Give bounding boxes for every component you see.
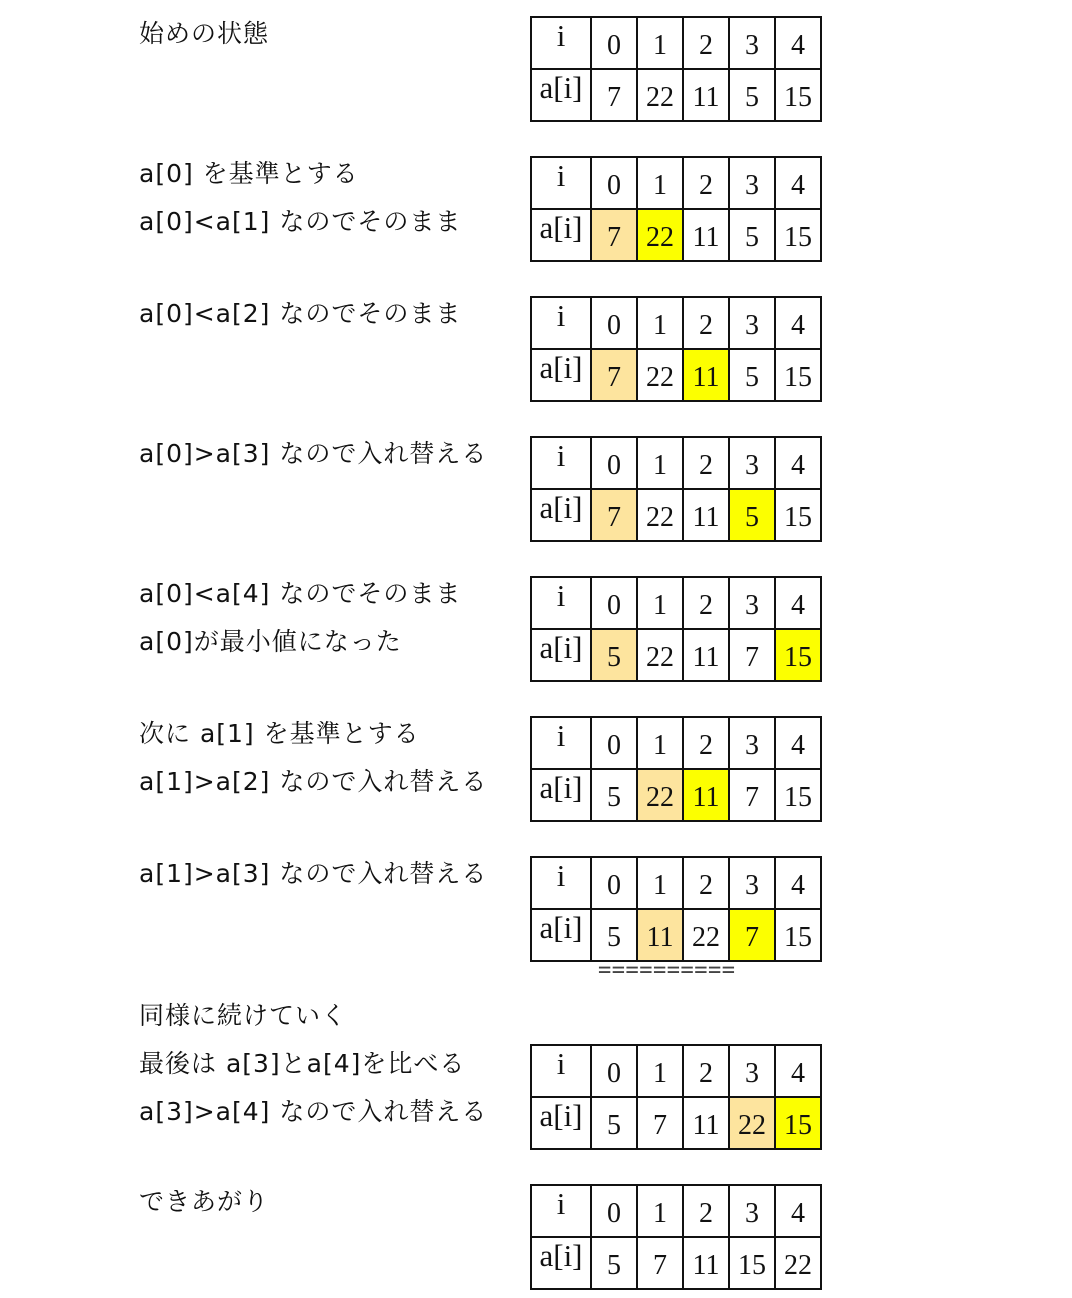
index-cell: 1 [637, 577, 683, 629]
caption-line: a[1]>a[3] なので入れ替える [139, 859, 488, 888]
index-cell: 1 [637, 297, 683, 349]
separator-line: ========== [598, 958, 736, 983]
value-cell: 7 [729, 769, 775, 821]
index-cell: 0 [591, 437, 637, 489]
value-row [531, 1237, 821, 1289]
caption-line: a[0]<a[1] なのでそのまま [139, 207, 462, 236]
caption-line: できあがり [139, 1187, 270, 1216]
caption-line: a[0]<a[2] なのでそのまま [139, 299, 462, 328]
step-caption [139, 992, 487, 1136]
value-cell: 11 [683, 629, 729, 681]
value-cell: 5 [591, 909, 637, 961]
value-cell: 5 [729, 69, 775, 121]
index-cell: 2 [683, 857, 729, 909]
caption-line: a[0] を基準とする [139, 159, 359, 188]
array-table [530, 576, 822, 682]
index-cell: 4 [775, 437, 821, 489]
index-cell: 4 [775, 577, 821, 629]
index-cell: 1 [637, 17, 683, 69]
index-row [531, 1185, 821, 1237]
value-cell: 11 [683, 1237, 729, 1289]
value-header: a[i] [531, 69, 591, 121]
index-cell: 0 [591, 157, 637, 209]
value-cell: 11 [683, 69, 729, 121]
caption-line: 同様に続けていく [139, 1001, 348, 1030]
value-header: a[i] [531, 349, 591, 401]
value-cell: 15 [775, 629, 821, 681]
step-caption [139, 430, 487, 478]
value-cell: 7 [637, 1097, 683, 1149]
index-cell: 2 [683, 437, 729, 489]
value-header: a[i] [531, 1097, 591, 1149]
array-table [530, 1044, 822, 1150]
index-cell: 3 [729, 717, 775, 769]
index-header: i [531, 577, 591, 629]
value-row [531, 909, 821, 961]
value-cell: 11 [683, 489, 729, 541]
caption-line: a[3]>a[4] なので入れ替える [139, 1097, 488, 1126]
value-header: a[i] [531, 909, 591, 961]
value-cell: 15 [775, 1097, 821, 1149]
value-row [531, 629, 821, 681]
array-table [530, 856, 822, 962]
index-header: i [531, 297, 591, 349]
index-cell: 1 [637, 1185, 683, 1237]
value-cell: 5 [591, 1237, 637, 1289]
index-cell: 0 [591, 857, 637, 909]
caption-line: 始めの状態 [139, 19, 270, 48]
index-cell: 2 [683, 577, 729, 629]
index-cell: 1 [637, 717, 683, 769]
index-header: i [531, 717, 591, 769]
value-cell: 15 [775, 349, 821, 401]
index-cell: 0 [591, 1045, 637, 1097]
index-cell: 2 [683, 1185, 729, 1237]
index-row [531, 577, 821, 629]
index-cell: 1 [637, 157, 683, 209]
index-cell: 3 [729, 297, 775, 349]
value-cell: 22 [637, 489, 683, 541]
value-cell: 11 [637, 909, 683, 961]
index-header: i [531, 437, 591, 489]
index-row [531, 857, 821, 909]
value-cell: 22 [775, 1237, 821, 1289]
array-table [530, 16, 822, 122]
index-cell: 2 [683, 717, 729, 769]
array-table [530, 436, 822, 542]
value-row [531, 769, 821, 821]
value-cell: 15 [775, 209, 821, 261]
index-header: i [531, 1045, 591, 1097]
value-cell: 5 [591, 629, 637, 681]
index-cell: 1 [637, 1045, 683, 1097]
value-header: a[i] [531, 209, 591, 261]
value-header: a[i] [531, 769, 591, 821]
value-cell: 22 [683, 909, 729, 961]
value-cell: 22 [637, 349, 683, 401]
index-cell: 1 [637, 437, 683, 489]
index-cell: 0 [591, 1185, 637, 1237]
index-cell: 0 [591, 17, 637, 69]
index-header: i [531, 157, 591, 209]
value-header: a[i] [531, 629, 591, 681]
value-row [531, 69, 821, 121]
caption-line: a[1]>a[2] なので入れ替える [139, 767, 488, 796]
index-cell: 3 [729, 1045, 775, 1097]
index-row [531, 157, 821, 209]
value-cell: 7 [729, 629, 775, 681]
index-cell: 4 [775, 857, 821, 909]
array-table [530, 296, 822, 402]
index-cell: 4 [775, 297, 821, 349]
index-row [531, 437, 821, 489]
value-cell: 15 [775, 909, 821, 961]
value-cell: 7 [729, 909, 775, 961]
step-caption [139, 290, 461, 338]
index-cell: 4 [775, 717, 821, 769]
index-cell: 4 [775, 1045, 821, 1097]
caption-line: 次に a[1] を基準とする [139, 719, 420, 748]
index-header: i [531, 857, 591, 909]
index-header: i [531, 1185, 591, 1237]
step-caption [139, 710, 487, 806]
caption-line: a[0]<a[4] なのでそのまま [139, 579, 462, 608]
value-cell: 7 [591, 69, 637, 121]
value-cell: 5 [729, 489, 775, 541]
index-cell: 2 [683, 157, 729, 209]
index-cell: 3 [729, 157, 775, 209]
value-cell: 5 [591, 1097, 637, 1149]
array-table [530, 1184, 822, 1290]
index-cell: 3 [729, 857, 775, 909]
index-cell: 2 [683, 17, 729, 69]
step-caption [139, 150, 461, 246]
value-cell: 11 [683, 1097, 729, 1149]
index-cell: 2 [683, 297, 729, 349]
step-caption [139, 850, 487, 898]
index-cell: 2 [683, 1045, 729, 1097]
index-cell: 3 [729, 1185, 775, 1237]
value-cell: 22 [729, 1097, 775, 1149]
value-row [531, 349, 821, 401]
value-cell: 5 [591, 769, 637, 821]
index-cell: 3 [729, 17, 775, 69]
value-cell: 11 [683, 209, 729, 261]
index-header: i [531, 17, 591, 69]
index-cell: 0 [591, 577, 637, 629]
value-cell: 15 [775, 489, 821, 541]
value-cell: 15 [775, 69, 821, 121]
value-cell: 15 [729, 1237, 775, 1289]
index-cell: 4 [775, 1185, 821, 1237]
value-cell: 15 [775, 769, 821, 821]
index-cell: 0 [591, 717, 637, 769]
value-cell: 7 [591, 349, 637, 401]
value-cell: 11 [683, 769, 729, 821]
index-row [531, 1045, 821, 1097]
value-row [531, 209, 821, 261]
value-cell: 11 [683, 349, 729, 401]
caption-line: a[0]>a[3] なので入れ替える [139, 439, 488, 468]
value-header: a[i] [531, 489, 591, 541]
value-cell: 5 [729, 209, 775, 261]
step-caption [139, 1178, 269, 1226]
index-cell: 3 [729, 437, 775, 489]
index-cell: 4 [775, 157, 821, 209]
caption-line: a[0]が最小値になった [139, 627, 402, 656]
caption-line: 最後は a[3]とa[4]を比べる [139, 1049, 466, 1078]
value-cell: 22 [637, 769, 683, 821]
index-cell: 3 [729, 577, 775, 629]
value-cell: 22 [637, 629, 683, 681]
index-row [531, 297, 821, 349]
value-cell: 22 [637, 209, 683, 261]
index-cell: 1 [637, 857, 683, 909]
step-caption [139, 570, 461, 666]
value-cell: 7 [591, 209, 637, 261]
index-row [531, 17, 821, 69]
value-cell: 5 [729, 349, 775, 401]
array-table [530, 716, 822, 822]
value-cell: 22 [637, 69, 683, 121]
value-header: a[i] [531, 1237, 591, 1289]
value-cell: 7 [591, 489, 637, 541]
step-caption [139, 10, 269, 58]
index-row [531, 717, 821, 769]
value-row [531, 489, 821, 541]
value-cell: 7 [637, 1237, 683, 1289]
array-table [530, 156, 822, 262]
index-cell: 4 [775, 17, 821, 69]
value-row [531, 1097, 821, 1149]
index-cell: 0 [591, 297, 637, 349]
